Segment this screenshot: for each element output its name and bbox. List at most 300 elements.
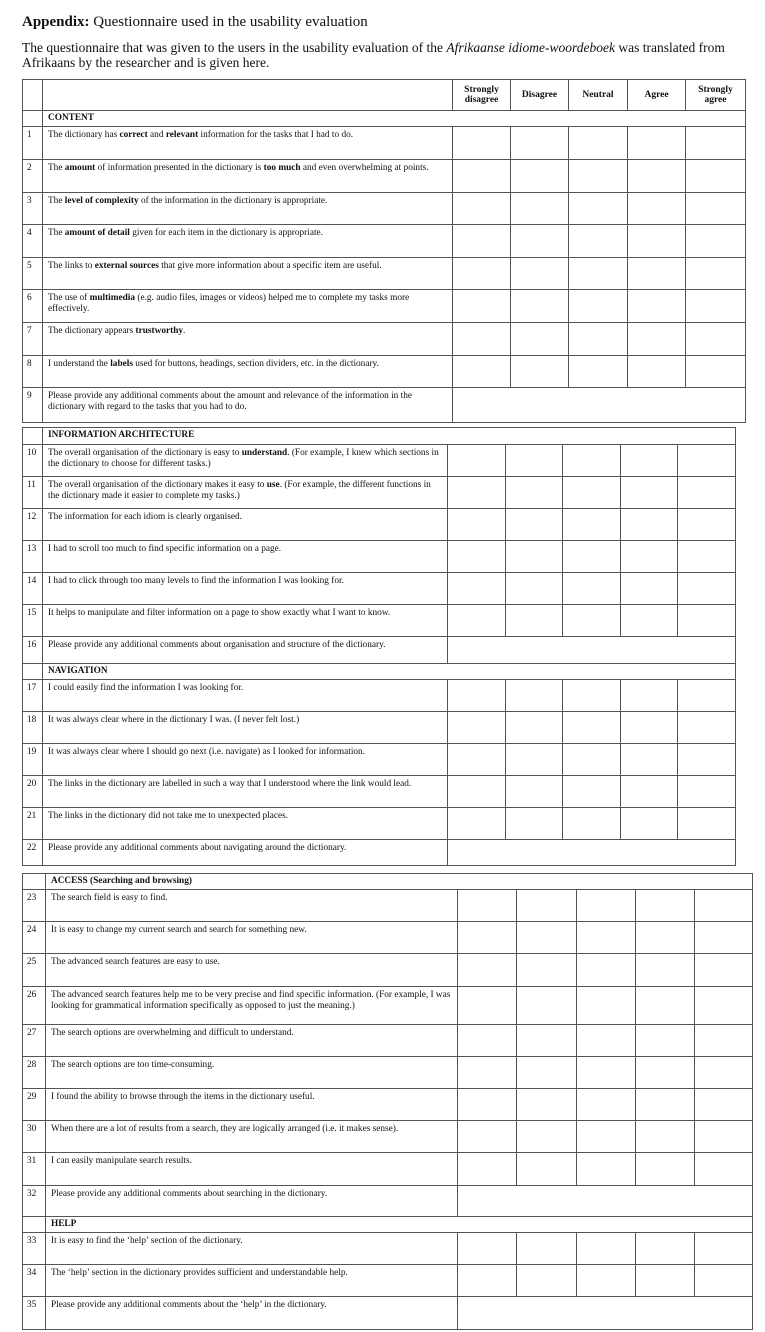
question-row (23, 808, 736, 840)
question-row (23, 1153, 753, 1185)
comment-field[interactable] (453, 388, 746, 423)
response-cell-1[interactable] (453, 290, 511, 323)
question-text-segment: It helps to manipulate and filter information on a page to show exactly what I want to know. (48, 607, 391, 618)
emphasis-text: amount (64, 162, 96, 173)
question-number: 29 (23, 1088, 46, 1120)
question-row (23, 744, 736, 776)
response-cell-5[interactable] (695, 1121, 753, 1153)
question-text-segment: The search options are overwhelming and difficult to understand. (51, 1027, 294, 1038)
question-number: 20 (23, 776, 43, 808)
question-text (46, 1056, 458, 1088)
emphasis-text: multimedia (89, 293, 136, 304)
question-number: 24 (23, 922, 46, 954)
response-cell-3[interactable] (563, 680, 621, 712)
response-cell-5[interactable] (695, 986, 753, 1024)
question-text-segment: The search options are too time-consuming. (51, 1059, 215, 1070)
response-cell-4[interactable] (628, 192, 686, 225)
response-cell-3[interactable] (563, 540, 621, 572)
response-cell-1[interactable] (458, 1265, 517, 1297)
question-text (43, 604, 448, 636)
question-row (23, 1121, 753, 1153)
response-cell-4[interactable] (621, 476, 678, 508)
response-cell-5[interactable] (695, 1024, 753, 1056)
response-cell-3[interactable] (563, 776, 621, 808)
question-row (23, 192, 746, 225)
response-cell-5[interactable] (695, 1265, 753, 1297)
question-text-segment: The dictionary has (48, 130, 120, 140)
question-text (43, 192, 453, 225)
question-row (23, 159, 746, 192)
response-cell-1[interactable] (458, 890, 517, 922)
question-text-segment: I had to scroll too much to find specific information on a page. (48, 543, 282, 554)
response-cell-4[interactable] (628, 290, 686, 323)
response-cell-2[interactable] (517, 1088, 577, 1120)
response-cell-5[interactable] (695, 1088, 753, 1120)
response-cell-4[interactable] (628, 257, 686, 290)
question-number: 28 (23, 1056, 46, 1088)
response-cell-5[interactable] (678, 476, 736, 508)
response-cell-5[interactable] (678, 776, 736, 808)
question-row (23, 1233, 753, 1265)
response-cell-1[interactable] (448, 808, 506, 840)
response-cell-5[interactable] (686, 127, 746, 160)
response-cell-1[interactable] (448, 712, 506, 744)
question-row (23, 776, 736, 808)
question-number: 2 (23, 159, 43, 192)
response-cell-4[interactable] (621, 744, 678, 776)
question-row (23, 355, 746, 388)
question-row (23, 257, 746, 290)
question-row (23, 476, 736, 508)
comment-field[interactable] (458, 1297, 753, 1330)
response-cell-4[interactable] (628, 225, 686, 258)
response-cell-5[interactable] (686, 192, 746, 225)
response-cell-2[interactable] (506, 604, 563, 636)
response-cell-1[interactable] (448, 776, 506, 808)
response-cell-2[interactable] (511, 290, 569, 323)
question-text (43, 257, 453, 290)
response-cell-4[interactable] (628, 127, 686, 160)
comment-row (23, 840, 736, 866)
question-text (43, 636, 448, 663)
question-text (43, 508, 448, 540)
question-text (46, 1185, 458, 1217)
question-text (43, 712, 448, 744)
response-cell-3[interactable] (569, 322, 628, 355)
emphasis-text: relevant (165, 130, 199, 140)
question-text (43, 388, 453, 423)
response-cell-5[interactable] (686, 225, 746, 258)
question-row (23, 1024, 753, 1056)
response-cell-4[interactable] (636, 1153, 695, 1185)
response-cell-5[interactable] (695, 954, 753, 986)
response-cell-3[interactable] (577, 1088, 636, 1120)
comment-field[interactable] (458, 1185, 753, 1217)
scale-header-2: Neutral (569, 80, 628, 111)
title-text: Questionnaire used in the usability evaluation (89, 14, 368, 30)
question-text-segment: and even overwhelming at points. (300, 162, 429, 173)
question-text (43, 355, 453, 388)
section-heading: HELP (46, 1217, 753, 1233)
question-text-segment: The dictionary appears (48, 325, 136, 336)
response-cell-5[interactable] (678, 744, 736, 776)
response-cell-1[interactable] (448, 572, 506, 604)
response-cell-4[interactable] (628, 159, 686, 192)
response-cell-2[interactable] (506, 508, 563, 540)
response-cell-2[interactable] (506, 776, 563, 808)
response-cell-5[interactable] (678, 604, 736, 636)
response-cell-2[interactable] (506, 572, 563, 604)
question-number: 30 (23, 1121, 46, 1153)
response-cell-3[interactable] (563, 508, 621, 540)
question-text-segment: The search field is easy to find. (51, 893, 168, 903)
response-cell-2[interactable] (517, 1153, 577, 1185)
question-row (23, 954, 753, 986)
response-cell-4[interactable] (636, 1024, 695, 1056)
scale-header-0: Strongly disagree (453, 80, 511, 111)
response-cell-1[interactable] (458, 1024, 517, 1056)
question-row (23, 322, 746, 355)
response-cell-5[interactable] (695, 1056, 753, 1088)
response-cell-5[interactable] (695, 922, 753, 954)
question-text-segment: The overall organisation of the dictionary is easy to (48, 447, 242, 458)
response-cell-4[interactable] (636, 1233, 695, 1265)
question-text (43, 744, 448, 776)
question-text (43, 476, 448, 508)
emphasis-text: understand (241, 447, 288, 458)
question-text-segment: Please provide any additional comments about organisation and structure of the dictionary. (48, 639, 386, 650)
question-text-segment: The advanced search features help me to be very precise and find specific information. (For example, I was looking for grammatical information specifically as opposed to just the meaning.) (51, 989, 451, 1011)
response-cell-3[interactable] (569, 290, 628, 323)
question-text-segment: Please provide any additional comments about the amount and relevance of the information in the dictionary with regard to the tasks that you had to do. (48, 391, 413, 413)
question-number: 15 (23, 604, 43, 636)
response-cell-1[interactable] (453, 257, 511, 290)
question-text-segment: (e.g. audio files, images or videos) helped me to complete my tasks more effectively. (48, 293, 410, 315)
question-text (43, 572, 448, 604)
scale-header-4: Strongly agree (686, 80, 746, 111)
response-cell-3[interactable] (577, 1233, 636, 1265)
response-cell-1[interactable] (458, 1153, 517, 1185)
question-text-segment: of information presented in the dictionary is (95, 162, 264, 173)
response-cell-1[interactable] (458, 922, 517, 954)
response-cell-2[interactable] (511, 257, 569, 290)
question-number: 7 (23, 322, 43, 355)
response-cell-4[interactable] (621, 444, 678, 476)
question-text-segment: It was always clear where I should go next (i.e. navigate) as I looked for information. (48, 747, 366, 757)
response-cell-3[interactable] (569, 192, 628, 225)
response-cell-5[interactable] (678, 808, 736, 840)
response-cell-2[interactable] (506, 476, 563, 508)
response-cell-2[interactable] (517, 922, 577, 954)
question-text-segment: The overall organisation of the dictionary makes it easy to (48, 479, 267, 490)
question-number: 26 (23, 986, 46, 1024)
question-number: 9 (23, 388, 43, 423)
question-text (43, 225, 453, 258)
response-cell-2[interactable] (517, 1024, 577, 1056)
response-cell-3[interactable] (569, 159, 628, 192)
emphasis-text: trustworthy (135, 325, 184, 336)
response-cell-1[interactable] (453, 159, 511, 192)
response-cell-5[interactable] (678, 712, 736, 744)
question-number: 8 (23, 355, 43, 388)
response-cell-5[interactable] (686, 159, 746, 192)
response-cell-2[interactable] (517, 1121, 577, 1153)
question-text-segment: Please provide any additional comments about searching in the dictionary. (51, 1188, 328, 1199)
response-cell-5[interactable] (678, 444, 736, 476)
response-cell-3[interactable] (577, 890, 636, 922)
response-cell-4[interactable] (621, 680, 678, 712)
response-cell-4[interactable] (636, 954, 695, 986)
question-text-segment: The (48, 195, 65, 206)
response-cell-4[interactable] (636, 1088, 695, 1120)
scale-header-3: Agree (628, 80, 686, 111)
response-cell-3[interactable] (569, 257, 628, 290)
response-cell-3[interactable] (577, 1056, 636, 1088)
question-row (23, 540, 736, 572)
response-cell-1[interactable] (448, 744, 506, 776)
intro-text: The questionnaire that was given to the users in the usability evaluation of the (22, 40, 447, 55)
question-text-segment: It is easy to find the ‘help’ section of the dictionary. (51, 1236, 243, 1246)
question-text (43, 540, 448, 572)
response-cell-4[interactable] (636, 1121, 695, 1153)
response-cell-1[interactable] (453, 192, 511, 225)
response-cell-3[interactable] (563, 572, 621, 604)
question-text-segment: that give more information about a specific item are useful. (158, 260, 382, 271)
question-row (23, 444, 736, 476)
response-cell-2[interactable] (506, 744, 563, 776)
question-text (43, 159, 453, 192)
response-cell-3[interactable] (569, 355, 628, 388)
response-cell-2[interactable] (506, 808, 563, 840)
response-cell-4[interactable] (628, 322, 686, 355)
question-text (43, 840, 448, 866)
question-text-segment: The (48, 162, 65, 173)
section-number-cell (23, 874, 46, 890)
question-text-segment: The links in the dictionary did not take me to unexpected places. (48, 811, 289, 821)
response-cell-3[interactable] (577, 1121, 636, 1153)
response-cell-1[interactable] (458, 986, 517, 1024)
question-text-segment: I could easily find the information I was looking for. (48, 683, 244, 693)
response-cell-2[interactable] (517, 1265, 577, 1297)
question-row (23, 890, 753, 922)
response-cell-1[interactable] (453, 322, 511, 355)
question-text (46, 1153, 458, 1185)
response-cell-5[interactable] (695, 1233, 753, 1265)
appendix-title (22, 14, 368, 31)
question-text (43, 776, 448, 808)
response-cell-1[interactable] (458, 1233, 517, 1265)
question-number: 27 (23, 1024, 46, 1056)
response-cell-4[interactable] (621, 508, 678, 540)
question-text (46, 1297, 458, 1330)
questionnaire-table-architecture-navigation (22, 427, 736, 866)
question-number: 22 (23, 840, 43, 866)
emphasis-text: too much (263, 162, 301, 173)
question-text (46, 1024, 458, 1056)
response-cell-4[interactable] (621, 808, 678, 840)
question-text-segment: The links in the dictionary are labelled in such a way that I understood where the link would lead. (48, 779, 412, 789)
question-number: 12 (23, 508, 43, 540)
question-text-segment: The information for each idiom is clearly organised. (48, 511, 242, 522)
response-cell-5[interactable] (678, 572, 736, 604)
question-text (46, 1233, 458, 1265)
response-cell-3[interactable] (577, 922, 636, 954)
question-text-segment: The links to (48, 260, 95, 271)
response-cell-3[interactable] (563, 744, 621, 776)
scale-header-1: Disagree (511, 80, 569, 111)
response-cell-4[interactable] (636, 986, 695, 1024)
response-cell-4[interactable] (621, 540, 678, 572)
response-cell-5[interactable] (686, 257, 746, 290)
response-cell-1[interactable] (453, 127, 511, 160)
response-cell-2[interactable] (511, 192, 569, 225)
question-row (23, 680, 736, 712)
section-number-cell (23, 1217, 46, 1233)
question-text-segment: . (183, 325, 186, 336)
question-number: 1 (23, 127, 43, 160)
response-cell-3[interactable] (577, 1153, 636, 1185)
response-cell-1[interactable] (453, 225, 511, 258)
question-number: 4 (23, 225, 43, 258)
response-cell-4[interactable] (621, 776, 678, 808)
response-cell-5[interactable] (695, 1153, 753, 1185)
response-cell-1[interactable] (453, 355, 511, 388)
response-cell-1[interactable] (448, 540, 506, 572)
response-cell-4[interactable] (621, 712, 678, 744)
comment-row (23, 1185, 753, 1217)
question-number: 6 (23, 290, 43, 323)
question-number: 16 (23, 636, 43, 663)
emphasis-text: amount of detail (64, 228, 130, 239)
response-cell-3[interactable] (563, 808, 621, 840)
question-text-segment: The ‘help’ section in the dictionary provides sufficient and understandable help. (51, 1268, 348, 1279)
response-cell-2[interactable] (511, 355, 569, 388)
response-cell-2[interactable] (511, 322, 569, 355)
question-row (23, 986, 753, 1024)
response-cell-3[interactable] (577, 986, 636, 1024)
response-cell-4[interactable] (636, 1056, 695, 1088)
section-row (23, 428, 736, 445)
response-cell-2[interactable] (511, 159, 569, 192)
response-cell-3[interactable] (577, 1265, 636, 1297)
response-cell-4[interactable] (621, 604, 678, 636)
response-cell-3[interactable] (577, 1024, 636, 1056)
response-cell-2[interactable] (506, 680, 563, 712)
response-cell-2[interactable] (517, 1056, 577, 1088)
response-cell-1[interactable] (458, 1088, 517, 1120)
question-text (46, 986, 458, 1024)
response-cell-5[interactable] (678, 508, 736, 540)
response-cell-1[interactable] (448, 476, 506, 508)
comment-row (23, 1297, 753, 1330)
dictionary-name: Afrikaanse idiome-woordeboek (446, 40, 615, 55)
question-row (23, 604, 736, 636)
section-number-cell (23, 428, 43, 445)
section-heading: NAVIGATION (43, 663, 736, 680)
response-cell-4[interactable] (636, 922, 695, 954)
response-cell-2[interactable] (517, 986, 577, 1024)
question-number: 3 (23, 192, 43, 225)
question-text (46, 954, 458, 986)
comment-row (23, 388, 746, 423)
question-text (46, 1088, 458, 1120)
question-text (46, 1265, 458, 1297)
response-cell-3[interactable] (563, 604, 621, 636)
table-header-row (23, 80, 746, 111)
emphasis-text: labels (110, 358, 133, 369)
question-row (23, 290, 746, 323)
response-cell-2[interactable] (517, 890, 577, 922)
response-cell-2[interactable] (506, 444, 563, 476)
comment-field[interactable] (448, 636, 736, 663)
response-cell-4[interactable] (621, 572, 678, 604)
response-cell-5[interactable] (695, 890, 753, 922)
question-text-segment: of the information in the dictionary is appropriate. (138, 195, 328, 206)
response-cell-1[interactable] (458, 954, 517, 986)
response-cell-2[interactable] (517, 954, 577, 986)
question-row (23, 225, 746, 258)
response-cell-4[interactable] (636, 890, 695, 922)
response-cell-4[interactable] (636, 1265, 695, 1297)
question-number: 35 (23, 1297, 46, 1330)
comment-row (23, 636, 736, 663)
response-cell-3[interactable] (569, 225, 628, 258)
question-text-segment: . (For example, I knew which sections in the dictionary to choose for different tasks.) (48, 447, 439, 469)
response-cell-2[interactable] (506, 540, 563, 572)
response-cell-1[interactable] (448, 604, 506, 636)
response-cell-3[interactable] (577, 954, 636, 986)
question-text-segment: The use of (48, 293, 90, 304)
response-cell-3[interactable] (563, 712, 621, 744)
response-cell-5[interactable] (678, 540, 736, 572)
response-cell-4[interactable] (628, 355, 686, 388)
question-text (43, 322, 453, 355)
response-cell-1[interactable] (448, 508, 506, 540)
response-cell-1[interactable] (448, 444, 506, 476)
response-cell-1[interactable] (448, 680, 506, 712)
question-text-segment: and (147, 130, 166, 140)
response-cell-3[interactable] (563, 444, 621, 476)
emphasis-text: level of complexity (64, 195, 139, 206)
response-cell-3[interactable] (569, 127, 628, 160)
question-text-segment: I found the ability to browse through the items in the dictionary useful. (51, 1091, 315, 1102)
comment-field[interactable] (448, 840, 736, 866)
response-cell-5[interactable] (686, 355, 746, 388)
question-number: 31 (23, 1153, 46, 1185)
response-cell-3[interactable] (563, 476, 621, 508)
questionnaire-table-content (22, 79, 746, 423)
question-text (43, 680, 448, 712)
response-cell-2[interactable] (517, 1233, 577, 1265)
response-cell-2[interactable] (506, 712, 563, 744)
question-number: 19 (23, 744, 43, 776)
intro-text-end: was translated from Afrikaans by the researcher and is given here. (22, 40, 725, 70)
response-cell-5[interactable] (678, 680, 736, 712)
response-cell-5[interactable] (686, 322, 746, 355)
response-cell-1[interactable] (458, 1056, 517, 1088)
question-number: 23 (23, 890, 46, 922)
question-text (43, 127, 453, 160)
question-number: 34 (23, 1265, 46, 1297)
section-heading: ACCESS (Searching and browsing) (46, 874, 753, 890)
response-cell-5[interactable] (686, 290, 746, 323)
emphasis-text: correct (119, 130, 148, 140)
response-cell-2[interactable] (511, 225, 569, 258)
header-number-cell (23, 80, 43, 111)
response-cell-2[interactable] (511, 127, 569, 160)
section-heading: INFORMATION ARCHITECTURE (43, 428, 736, 445)
response-cell-1[interactable] (458, 1121, 517, 1153)
